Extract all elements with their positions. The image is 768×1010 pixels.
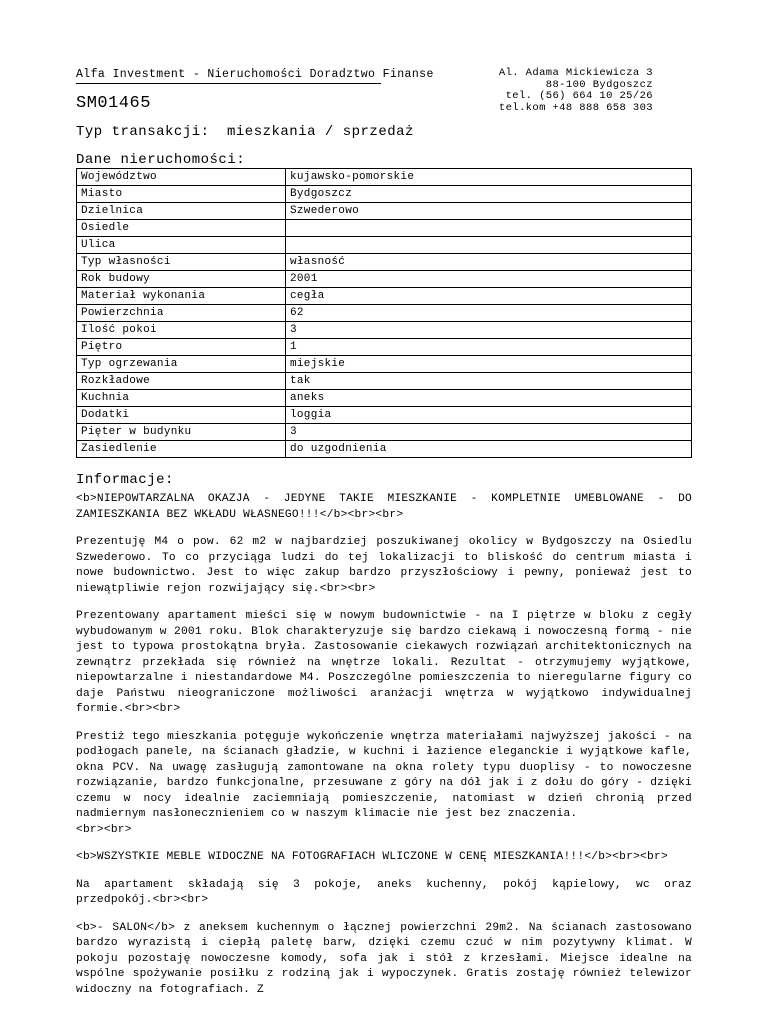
property-row: [77, 237, 692, 254]
property-row: [77, 271, 692, 288]
property-key: Rozkładowe: [77, 373, 286, 390]
mobile-line: tel.kom +48 888 658 303: [498, 101, 653, 114]
property-key: Rok budowy: [77, 271, 286, 288]
property-value: 2001: [286, 271, 692, 288]
property-row: [77, 322, 692, 339]
property-value: własność: [286, 254, 692, 271]
property-table: [76, 168, 692, 458]
property-key: Kuchnia: [77, 390, 286, 407]
property-row: [77, 186, 692, 203]
description-paragraph: <b>WSZYSTKIE MEBLE WIDOCZNE NA FOTOGRAFIACH WLICZONE W CENĘ MIESZKANIA!!!</b><br><br>: [76, 851, 668, 863]
description-paragraph: <b>- SALON</b> z aneksem kuchennym o łącznej powierzchni 29m2. Na ścianach zastosowano bardzo wyrazistą i ciepłą paletę barw, dzięki czemu czuć w nim pozytywny klimat. W pokoju pozostaję nowoczesne komody, sofa jak i stół z krzesłami. Miejsce idealne na wspólne spożywanie posiłku z rodziną jak i wypoczynek. Gratis zostaję również telewizor widoczny na fotografiach. Z: [76, 921, 692, 996]
property-value: do uzgodnienia: [286, 441, 692, 458]
description-paragraph: <b>NIEPOWTARZALNA OKAZJA - JEDYNE TAKIE MIESZKANIE - KOMPLETNIE UMEBLOWANE - DO ZAMIESZKANIA BEZ WKŁADU WŁASNEGO!!!</b><br><br>: [76, 493, 692, 521]
property-value: miejskie: [286, 356, 692, 373]
property-key: Dodatki: [77, 407, 286, 424]
property-row: [77, 441, 692, 458]
property-key: Dzielnica: [77, 203, 286, 220]
property-key: Zasiedlenie: [77, 441, 286, 458]
description-paragraph: Na apartament składają się 3 pokoje, aneks kuchenny, pokój kąpielowy, wc oraz przedpokój.<br><br>: [76, 878, 692, 906]
property-value: kujawsko-pomorskie: [286, 169, 692, 186]
phone-line: tel. (56) 664 10 25/26: [505, 90, 653, 102]
property-value: [286, 237, 692, 254]
company-name: Alfa Investment - Nieruchomości Doradztwo Finanse: [76, 68, 434, 81]
property-value: tak: [286, 373, 692, 390]
property-key: Piętro: [77, 339, 286, 356]
listing-code: SM01465: [76, 94, 151, 113]
property-row: [77, 305, 692, 322]
header-divider: [76, 83, 381, 84]
property-row: [77, 356, 692, 373]
property-key: Pięter w budynku: [77, 424, 286, 441]
property-key: Typ ogrzewania: [77, 356, 286, 373]
property-row: [77, 390, 692, 407]
agency-address: [499, 68, 653, 114]
transaction-value: mieszkania / sprzedaż: [227, 124, 414, 140]
description-paragraph: Prezentowany apartament mieści się w nowym budownictwie - na I piętrze w bloku z cegły wybudowanym w 2001 roku. Blok charakteryzuje się bardzo ciekawą i nowoczesną formą - nie jest to typowa prostokątna bryła. Zastosowanie ciekawych rozwiązań architektonicznych na zewnątrz przekłada się również na wnętrze lokali. Rezultat - otrzymujemy wyjątkowe, niepowtarzalne i niestandardowe M4. Poszczególne pomieszczenia to nieregularne figury co daje Państwu nieograniczone możliwości aranżacji wnętrza w wyjątkowo indywidualnej formie.<br><br>: [76, 610, 692, 715]
property-key: Ulica: [77, 237, 286, 254]
info-section-title: Informacje:: [76, 472, 174, 488]
transaction-label: Typ transakcji:: [76, 124, 210, 140]
description: [76, 492, 692, 1010]
property-row: [77, 254, 692, 271]
property-value: cegła: [286, 288, 692, 305]
property-key: Materiał wykonania: [77, 288, 286, 305]
property-row: [77, 424, 692, 441]
property-value: 1: [286, 339, 692, 356]
property-value: loggia: [286, 407, 692, 424]
property-key: Województwo: [77, 169, 286, 186]
description-paragraph: Prezentuję M4 o pow. 62 m2 w najbardziej poszukiwanej okolicy w Bydgoszczy na Osiedlu Szwederowo. To co przyciąga ludzi do tej lokalizacji to bliskość do centrum miasta i nowe budownictwo. Jest to więc zakup bardzo przyszłościowy i pewny, ponieważ jest to niewątpliwie rejon rozwijający się.<br><br>: [76, 536, 692, 595]
property-value: aneks: [286, 390, 692, 407]
property-value: 3: [286, 424, 692, 441]
description-paragraph: <br><br>: [76, 823, 132, 836]
property-key: Typ własności: [77, 254, 286, 271]
property-value: Bydgoszcz: [286, 186, 692, 203]
property-row: [77, 203, 692, 220]
property-row: [77, 339, 692, 356]
property-key: Powierzchnia: [77, 305, 286, 322]
property-row: [77, 169, 692, 186]
address-line: Al. Adama Mickiewicza 3: [498, 67, 653, 79]
address-line: 88-100 Bydgoszcz: [545, 78, 653, 91]
property-row: [77, 220, 692, 237]
property-key: Osiedle: [77, 220, 286, 237]
property-section-title: Dane nieruchomości:: [76, 152, 246, 168]
property-row: [77, 288, 692, 305]
property-key: Miasto: [77, 186, 286, 203]
property-row: [77, 373, 692, 390]
property-row: [77, 407, 692, 424]
property-key: Ilość pokoi: [77, 322, 286, 339]
property-value: [286, 220, 692, 237]
property-value: Szwederowo: [286, 203, 692, 220]
property-value: 3: [286, 322, 692, 339]
property-value: 62: [286, 305, 692, 322]
description-paragraph: Prestiż tego mieszkania potęguje wykończenie wnętrza materiałami najwyższej jakości - na podłogach panele, na ścianach gładzie, w kuchni i łazience eleganckie i wyjątkowe kafle, okna PCV. Na uwagę zasługują zamontowane na okna rolety typu duoplisy - to nowoczesne rozwiązanie, bardzo funkcjonalne, przesuwane z góry na dół jak i z dołu do góry - dzięki czemu w nocy idealnie zaciemniają pomieszczenie, natomiast w dzień chronią przed nadmiernym nasłonecznieniem co w naszym klimacie nie jest bez znaczenia.: [76, 730, 692, 820]
